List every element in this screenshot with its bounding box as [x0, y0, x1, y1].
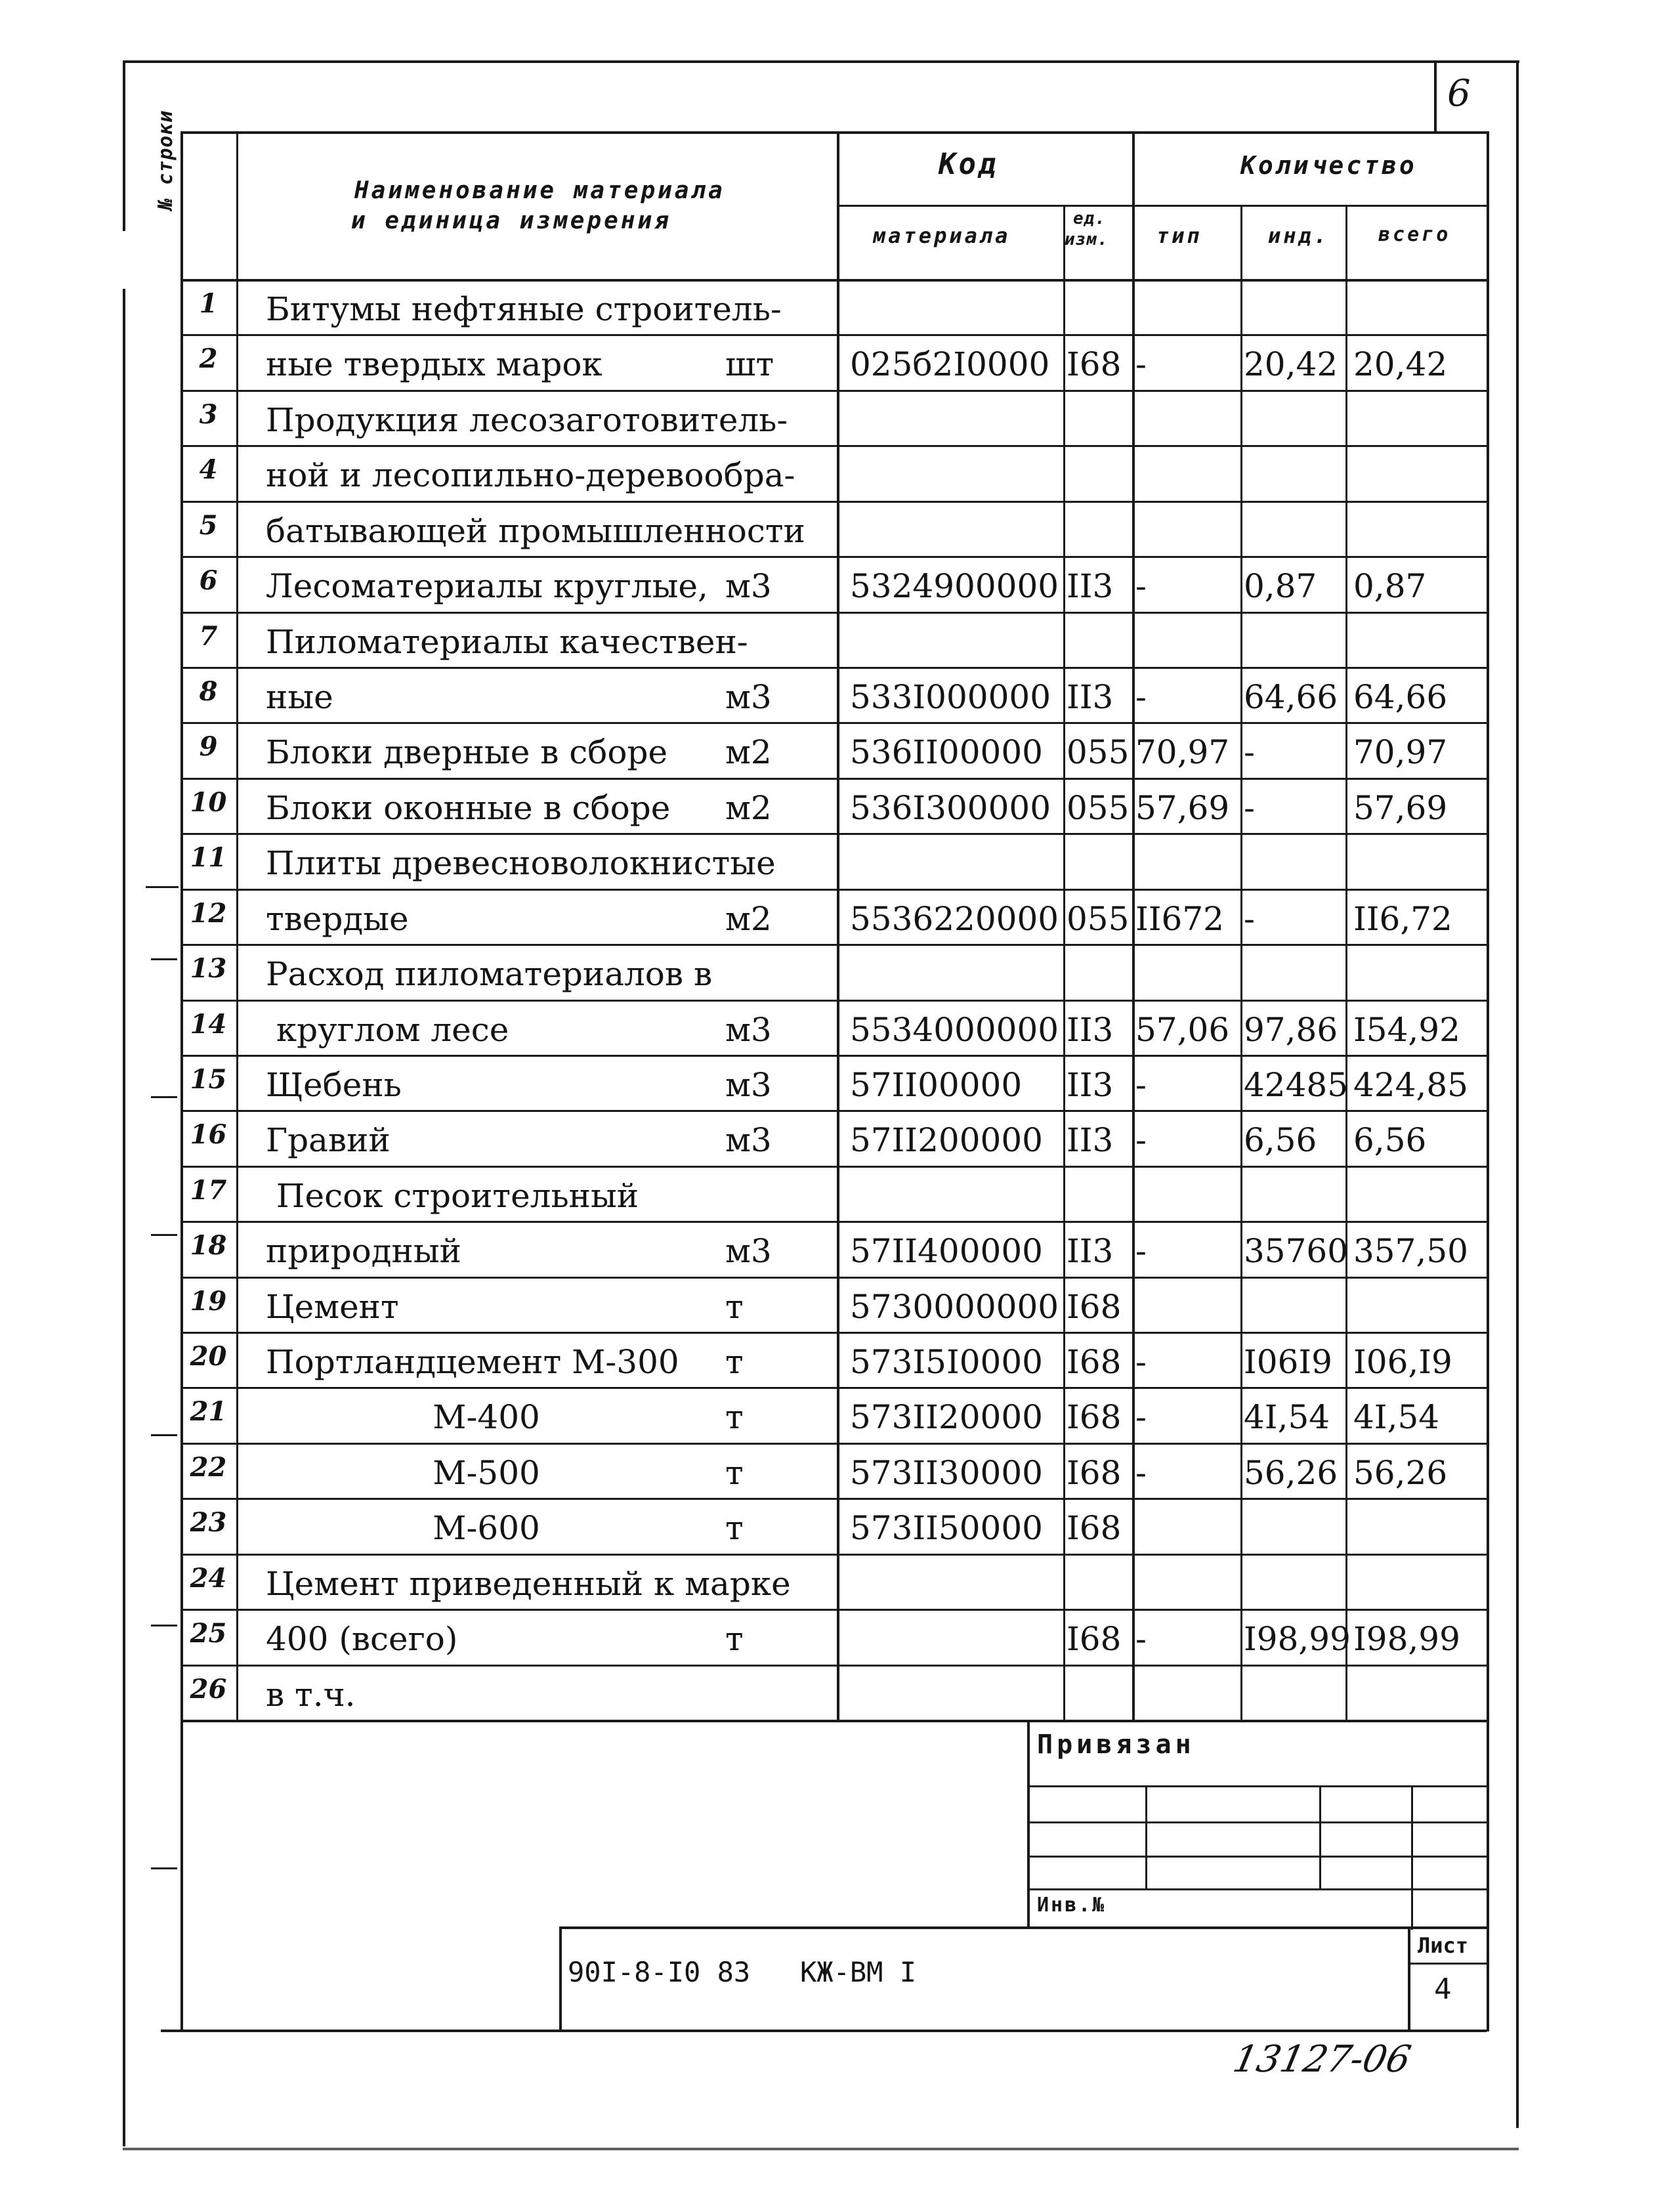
material-name: Цемент: [266, 1288, 399, 1326]
quantity-type: -: [1135, 1398, 1147, 1436]
title-block-left: [559, 1926, 562, 2031]
stamp-doc-code: 90I-8-I0 83 КЖ-ВМ I: [568, 1956, 917, 1988]
material-name: ной и лесопильно-деревообра-: [266, 456, 795, 494]
row-number: 12: [190, 898, 227, 929]
material-code: 536II00000: [850, 733, 1043, 771]
material-name: батывающей промышленности: [266, 512, 805, 550]
margin-mark: [151, 958, 177, 960]
quantity-total: I06,I9: [1353, 1343, 1452, 1381]
row-number: 16: [190, 1119, 227, 1150]
quantity-total: I54,92: [1353, 1011, 1460, 1049]
row-number: 19: [190, 1286, 227, 1317]
row-number: 4: [199, 454, 218, 485]
material-code: 573I5I0000: [850, 1343, 1043, 1381]
header-qty-ind: инд.: [1268, 223, 1330, 248]
material-code: 57II400000: [850, 1232, 1043, 1270]
material-name: ные: [266, 678, 333, 716]
header-code: Код: [939, 148, 999, 181]
row-number: 1: [199, 288, 218, 319]
unit-of-measure: шт: [725, 345, 774, 383]
frame-left: [123, 60, 125, 231]
row-number: 25: [190, 1618, 227, 1649]
quantity-total: 20,42: [1353, 345, 1448, 383]
unit-of-measure: м3: [725, 567, 772, 605]
stamp-vline-2: [1319, 1785, 1321, 1890]
row-number: 18: [190, 1230, 227, 1261]
title-block-sheet-left: [1408, 1926, 1410, 2031]
row-number: 13: [190, 953, 227, 984]
unit-of-measure: т: [725, 1288, 744, 1326]
unit-of-measure: м2: [725, 733, 772, 771]
material-name: Портландцемент М-300: [266, 1343, 679, 1381]
row-number: 2: [199, 343, 218, 374]
table-row: [0, 1609, 1671, 1664]
stamp-attached-label: Привязан: [1037, 1730, 1195, 1760]
quantity-type: -: [1135, 567, 1147, 605]
unit-of-measure: т: [725, 1343, 744, 1381]
title-block-sheet-divider: [1408, 1963, 1487, 1965]
row-number: 14: [190, 1009, 227, 1040]
material-name: М-400: [266, 1398, 540, 1436]
row-number: 5: [199, 510, 218, 541]
quantity-type: -: [1135, 678, 1147, 716]
quantity-type: -: [1135, 1343, 1147, 1381]
material-name: М-600: [266, 1509, 540, 1547]
table-row: [0, 833, 1671, 888]
margin-mark: [151, 1434, 177, 1436]
table-row: [0, 501, 1671, 556]
stamp-line-1: [1027, 1785, 1487, 1787]
material-name: в т.ч.: [266, 1676, 356, 1714]
material-name: Битумы нефтяные строитель-: [266, 290, 782, 328]
material-code: 573II50000: [850, 1509, 1043, 1547]
quantity-ind: I98,99: [1244, 1620, 1351, 1658]
material-code: 5324900000: [850, 567, 1059, 605]
quantity-ind: 0,87: [1244, 567, 1317, 605]
stamp-sheet-number: 4: [1434, 1972, 1452, 2006]
table-row: [0, 1387, 1671, 1442]
quantity-total: 4I,54: [1353, 1398, 1440, 1436]
material-name: Лесоматериалы круглые,: [266, 567, 708, 605]
table-row: [0, 612, 1671, 667]
unit-of-measure: м2: [725, 789, 772, 827]
quantity-type: -: [1135, 345, 1147, 383]
unit-code: I68: [1067, 1288, 1122, 1326]
material-name: круглом лесе: [266, 1011, 509, 1049]
row-number: 7: [199, 621, 218, 652]
margin-mark: [151, 1867, 177, 1869]
table-row: [0, 279, 1671, 334]
quantity-ind: 56,26: [1244, 1454, 1338, 1492]
material-code: 57II200000: [850, 1121, 1043, 1159]
unit-code: I68: [1067, 1509, 1122, 1547]
unit-code: 055: [1067, 900, 1130, 938]
quantity-type: -: [1135, 1066, 1147, 1104]
quantity-ind: I06I9: [1244, 1343, 1332, 1381]
unit-of-measure: м3: [725, 678, 772, 716]
table-row: [0, 944, 1671, 999]
table-row: [0, 1221, 1671, 1276]
unit-code: I68: [1067, 1620, 1122, 1658]
material-name: М-500: [266, 1454, 540, 1492]
stamp-line-4: [1027, 1888, 1487, 1890]
material-code: 536I300000: [850, 789, 1051, 827]
row-number: 21: [190, 1396, 227, 1427]
material-name: Цемент приведенный к марке: [266, 1565, 791, 1603]
stamp-inv-no: Инв.№: [1037, 1894, 1107, 1917]
quantity-ind: -: [1244, 789, 1255, 827]
row-number: 20: [190, 1341, 227, 1372]
stamp-vline-3: [1411, 1785, 1413, 1930]
page-number: 6: [1447, 72, 1471, 115]
material-name: Продукция лесозаготовитель-: [266, 401, 788, 439]
header-quantity: Количество: [1240, 151, 1417, 180]
row-number: 23: [190, 1507, 227, 1538]
material-name: Плиты древесноволокнистые: [266, 844, 776, 882]
unit-code: 055: [1067, 789, 1130, 827]
quantity-ind: 64,66: [1244, 678, 1338, 716]
unit-code: I68: [1067, 1454, 1122, 1492]
quantity-type: 70,97: [1135, 733, 1230, 771]
row-number: 6: [199, 565, 218, 596]
header-code-unit-2: изм.: [1065, 230, 1109, 249]
row-number: 11: [190, 842, 227, 873]
row-number: 26: [190, 1674, 227, 1705]
margin-mark: [146, 886, 179, 888]
table-row: [0, 1110, 1671, 1165]
material-name: ные твердых марок: [266, 345, 603, 383]
stamp-line-3: [1027, 1856, 1487, 1858]
frame-bottom: [123, 2148, 1519, 2150]
table-row: [0, 1055, 1671, 1110]
table-row: [0, 1443, 1671, 1498]
quantity-total: 64,66: [1353, 678, 1448, 716]
table-row: [0, 334, 1671, 389]
row-number: 9: [199, 731, 218, 762]
quantity-ind: 6,56: [1244, 1121, 1317, 1159]
handwritten-archive-number: 13127-06: [1229, 2038, 1415, 2081]
table-row: [0, 778, 1671, 833]
unit-of-measure: т: [725, 1398, 744, 1436]
unit-of-measure: м3: [725, 1121, 772, 1159]
table-body-bottom: [180, 1720, 1487, 1722]
unit-code: 055: [1067, 733, 1130, 771]
row-number: 17: [190, 1175, 227, 1206]
quantity-type: 57,69: [1135, 789, 1230, 827]
material-name: Пиломатериалы качествен-: [266, 623, 748, 661]
material-name: твердые: [266, 900, 409, 938]
header-name-line1: Наименование материала: [354, 177, 725, 204]
material-name: Блоки оконные в сборе: [266, 789, 671, 827]
material-code: 573II20000: [850, 1398, 1043, 1436]
unit-of-measure: т: [725, 1620, 744, 1658]
page-number-box-left: [1434, 62, 1437, 131]
unit-of-measure: т: [725, 1509, 744, 1547]
material-code: 5730000000: [850, 1288, 1059, 1326]
row-number: 22: [190, 1452, 227, 1483]
row-number: 24: [190, 1563, 227, 1594]
material-code: 025б2I0000: [850, 345, 1050, 383]
quantity-ind: -: [1244, 733, 1255, 771]
table-row: [0, 1166, 1671, 1221]
table-row: [0, 1554, 1671, 1609]
stamp-sheet-label: Лист: [1418, 1933, 1469, 1958]
material-name: Щебень: [266, 1066, 402, 1104]
header-row-number: № строки: [154, 110, 177, 210]
table-row: [0, 1498, 1671, 1553]
quantity-total: 424,85: [1353, 1066, 1468, 1104]
table-row: [0, 722, 1671, 777]
quantity-ind: 35760: [1244, 1232, 1349, 1270]
table-row: [0, 445, 1671, 500]
margin-mark: [151, 1234, 177, 1236]
quantity-total: 6,56: [1353, 1121, 1427, 1159]
table-row: [0, 1665, 1671, 1720]
table-top-border: [180, 131, 1489, 134]
quantity-total: I98,99: [1353, 1620, 1460, 1658]
material-name: Песок строительный: [266, 1177, 639, 1215]
quantity-ind: -: [1244, 900, 1255, 938]
quantity-ind: 97,86: [1244, 1011, 1338, 1049]
unit-code: II3: [1067, 678, 1114, 716]
quantity-type: II672: [1135, 900, 1224, 938]
row-number: 15: [190, 1064, 227, 1095]
quantity-total: 70,97: [1353, 733, 1448, 771]
table-row: [0, 1332, 1671, 1387]
material-code: 5536220000: [850, 900, 1059, 938]
unit-code: II3: [1067, 567, 1114, 605]
quantity-total: 56,26: [1353, 1454, 1448, 1492]
header-qty-type: тип: [1156, 223, 1202, 248]
margin-mark: [151, 1096, 177, 1098]
table-bottom-line: [161, 2030, 1487, 2032]
table-row: [0, 390, 1671, 445]
header-qty-total: всего: [1378, 223, 1451, 246]
unit-code: I68: [1067, 1398, 1122, 1436]
table-row: [0, 1277, 1671, 1332]
row-number: 10: [190, 787, 227, 818]
quantity-ind: 20,42: [1244, 345, 1338, 383]
frame-top: [125, 60, 1519, 63]
unit-code: II3: [1067, 1232, 1114, 1270]
quantity-total: 57,69: [1353, 789, 1448, 827]
header-code-material: материала: [873, 223, 1011, 248]
row-number: 8: [199, 676, 218, 707]
quantity-type: -: [1135, 1620, 1147, 1658]
unit-code: II3: [1067, 1011, 1114, 1049]
quantity-type: -: [1135, 1232, 1147, 1270]
material-code: 573II30000: [850, 1454, 1043, 1492]
material-code: 5534000000: [850, 1011, 1059, 1049]
material-name: Расход пиломатериалов в: [266, 955, 713, 993]
unit-of-measure: м3: [725, 1011, 772, 1049]
material-code: 533I000000: [850, 678, 1051, 716]
material-name: 400 (всего): [266, 1620, 458, 1658]
header-code-unit-1: ед.: [1073, 209, 1106, 228]
row-number: 3: [199, 399, 218, 430]
quantity-ind: 42485: [1244, 1066, 1349, 1104]
stamp-vline-1: [1145, 1785, 1147, 1890]
unit-code: II3: [1067, 1121, 1114, 1159]
unit-of-measure: м2: [725, 900, 772, 938]
quantity-type: -: [1135, 1121, 1147, 1159]
material-code: 57II00000: [850, 1066, 1023, 1104]
unit-of-measure: м3: [725, 1066, 772, 1104]
title-block-top: [561, 1926, 1487, 1929]
quantity-type: 57,06: [1135, 1011, 1230, 1049]
header-sub-divider: [837, 205, 1487, 207]
quantity-total: 0,87: [1353, 567, 1427, 605]
unit-code: II3: [1067, 1066, 1114, 1104]
unit-code: I68: [1067, 1343, 1122, 1381]
quantity-type: -: [1135, 1454, 1147, 1492]
quantity-ind: 4I,54: [1244, 1398, 1330, 1436]
quantity-total: 357,50: [1353, 1232, 1468, 1270]
table-row: [0, 667, 1671, 722]
table-row: [0, 889, 1671, 944]
unit-code: I68: [1067, 345, 1122, 383]
unit-of-measure: м3: [725, 1232, 772, 1270]
unit-of-measure: т: [725, 1454, 744, 1492]
header-name-line2: и единица измерения: [351, 207, 671, 234]
table-row: [0, 556, 1671, 611]
margin-mark: [151, 1625, 177, 1627]
quantity-total: II6,72: [1353, 900, 1452, 938]
material-name: Блоки дверные в сборе: [266, 733, 668, 771]
material-name: Гравий: [266, 1121, 391, 1159]
material-name: природный: [266, 1232, 461, 1270]
stamp-line-2: [1027, 1821, 1487, 1823]
table-row: [0, 1000, 1671, 1055]
